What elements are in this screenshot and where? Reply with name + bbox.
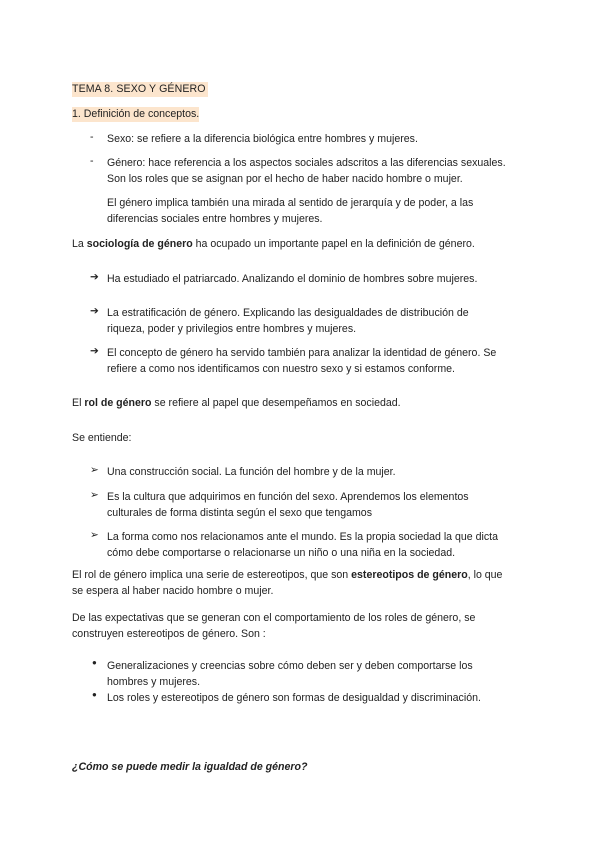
gender-note-line: diferencias sociales entre hombres y mujeres. [107, 213, 323, 225]
list-item: Es la cultura que adquirimos en función del sexo. Aprendemos los elementos [107, 491, 469, 503]
list-item: Los roles y estereotipos de género son formas de desigualdad y discriminación. [107, 692, 481, 704]
list-item: hombres y mujeres. [107, 676, 201, 688]
gender-note-line: El género implica también una mirada al sentido de jerarquía y de poder, a las [107, 197, 474, 209]
definition-text: Son los roles que se asignan por el hecho de haber nacido hombre o mujer. [107, 173, 463, 185]
section-heading: 1. Definición de conceptos. [72, 108, 200, 120]
role-paragraph [72, 395, 401, 411]
dash-marker: - [90, 131, 94, 143]
stereotype-line: se espera al haber nacido hombre o mujer. [72, 585, 274, 597]
list-item: La forma como nos relacionamos ante el mundo. Es la propia sociedad la que dicta [107, 531, 499, 543]
list-item: Ha estudiado el patriarcado. Analizando el dominio de hombres sobre mujeres. [107, 273, 478, 285]
list-item: Generalizaciones y creencias sobre cómo deben ser y deben comportarse los [107, 660, 473, 672]
sociology-paragraph [72, 236, 475, 252]
page-title: TEMA 8. SEXO Y GÉNERO [72, 83, 206, 95]
text-span: El [72, 397, 85, 409]
triangle-bullet-icon: ➢ [90, 529, 99, 541]
definition-text: Género: hace referencia a los aspectos sociales adscritos a las diferencias sexuales. [107, 157, 506, 169]
bullet-icon: ● [92, 658, 97, 667]
definition-text: Sexo: se refiere a la diferencia biológica entre hombres y mujeres. [107, 133, 418, 145]
text-span: El rol de género implica una serie de estereotipos, que son [72, 569, 352, 581]
triangle-bullet-icon: ➢ [90, 464, 99, 476]
expectations-line: De las expectativas que se generan con el comportamiento de los roles de género, se [72, 612, 476, 624]
arrow-icon: ➔ [90, 271, 99, 283]
arrow-icon: ➔ [90, 305, 99, 317]
arrow-icon: ➔ [90, 345, 99, 357]
text-span: ha ocupado un importante papel en la definición de género. [192, 238, 475, 250]
bold-term: estereotipos de género [351, 569, 468, 581]
list-item: riqueza, poder y privilegios entre hombres y mujeres. [107, 323, 357, 335]
bold-term: sociología de género [86, 238, 193, 250]
dash-marker: - [90, 155, 94, 167]
list-item: cómo debe comportarse o relacionarse un niño o una niña en la sociedad. [107, 547, 456, 559]
se-entiende-text: Se entiende: [72, 432, 132, 444]
list-item: Una construcción social. La función del hombre y de la mujer. [107, 466, 396, 478]
list-item: El concepto de género ha servido también para analizar la identidad de género. Se [107, 347, 497, 359]
question-heading: ¿Cómo se puede medir la igualdad de género? [72, 761, 308, 773]
text-span: , lo que [467, 569, 503, 581]
expectations-line: construyen estereotipos de género. Son : [72, 628, 266, 640]
list-item: culturales de forma distinta según el sexo que tengamos [107, 507, 372, 519]
text-span: se refiere al papel que desempeñamos en sociedad. [151, 397, 401, 409]
bullet-icon: ● [92, 690, 97, 699]
stereotype-line [72, 567, 502, 583]
bold-term: rol de género [84, 397, 152, 409]
list-item: La estratificación de género. Explicando las desigualdades de distribución de [107, 307, 469, 319]
text-span: La [72, 238, 87, 250]
list-item: refiere a como nos identificamos con nuestro sexo y si estamos conforme. [107, 363, 455, 375]
triangle-bullet-icon: ➢ [90, 489, 99, 501]
